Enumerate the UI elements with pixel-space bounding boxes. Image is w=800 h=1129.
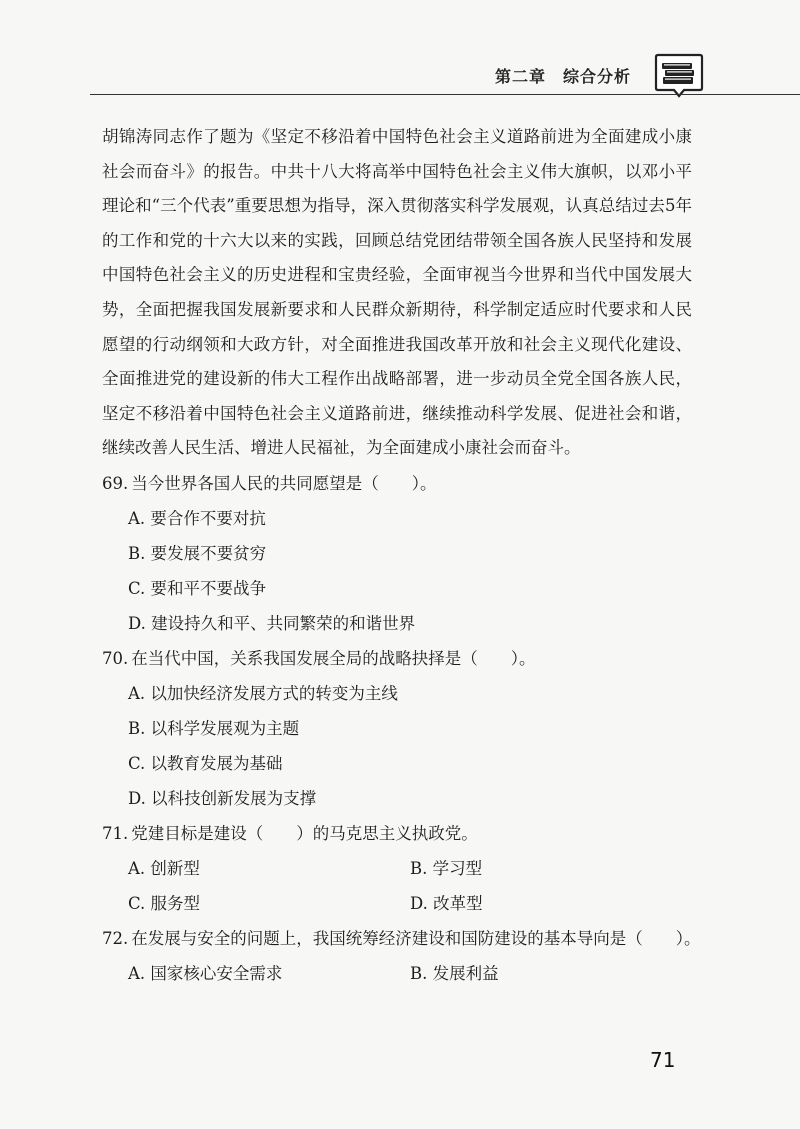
option-b: B. 学习型 (410, 858, 483, 878)
option-b: B. 要发展不要贫穷 (128, 543, 267, 563)
page-number: 71 (650, 1048, 676, 1072)
chapter-title: 第二章 综合分析 (495, 67, 632, 86)
header-rule (90, 94, 800, 95)
option-d: D. 以科技创新发展为支撑 (128, 788, 317, 808)
option-a: A. 国家核心安全需求 (128, 963, 283, 983)
question-70 (102, 641, 692, 816)
question-text: 党建目标是建设（ ）的马克思主义执政党。 (131, 823, 478, 843)
option-a: A. 以加快经济发展方式的转变为主线 (128, 683, 398, 703)
question-71 (102, 816, 692, 921)
question-number: 69. (102, 473, 129, 493)
option-b: B. 发展利益 (410, 963, 499, 983)
option-b: B. 以科学发展观为主题 (128, 718, 300, 738)
question-text: 在当代中国，关系我国发展全局的战略抉择是（ ）。 (131, 648, 536, 668)
books-icon (654, 52, 704, 98)
question-72 (102, 921, 701, 991)
question-number: 72. (102, 928, 129, 948)
intro-paragraph: 胡锦涛同志作了题为《坚定不移沿着中国特色社会主义道路前进为全面建成小康社会而奋斗》的报告。中共十八大将高举中国特色社会主义伟大旗帜，以邓小平理论和“三个代表”重要思想为指导，深入贯彻落实科学发展观，认真总结过去5年的工作和党的十六大以来的实践，回顾总结党团结带领全国各族人民坚持和发展中国特色社会主义的历史进程和宝贵经验，全面审视当今世界和当代中国发展大势，全面把握我国发展新要求和人民群众新期待，科学制定适应时代要求和人民愿望的行动纲领和大政方针，对全面推进我国改革开放和社会主义现代化建设、全面推进党的建设新的伟大工程作出战略部署，进一步动员全党全国各族人民，坚定不移沿着中国特色社会主义道路前进，继续推动科学发展、促进社会和谐，继续改善人民生活、增进人民福祉，为全面建成小康社会而奋斗。 (102, 127, 692, 458)
question-text: 在发展与安全的问题上，我国统筹经济建设和国防建设的基本导向是（ ）。 (131, 928, 701, 948)
option-c: C. 以教育发展为基础 (128, 753, 283, 773)
page-header (0, 0, 800, 100)
option-a: A. 创新型 (128, 858, 200, 878)
option-a: A. 要合作不要对抗 (128, 508, 266, 528)
question-text: 当今世界各国人民的共同愿望是（ ）。 (131, 473, 437, 493)
option-c: C. 要和平不要战争 (128, 578, 267, 598)
option-d: D. 改革型 (410, 893, 483, 913)
question-number: 71. (102, 823, 129, 843)
option-c: C. 服务型 (128, 893, 201, 913)
question-number: 70. (102, 648, 129, 668)
question-69 (102, 466, 692, 641)
option-d: D. 建设持久和平、共同繁荣的和谐世界 (128, 613, 416, 633)
page-content (102, 120, 701, 991)
